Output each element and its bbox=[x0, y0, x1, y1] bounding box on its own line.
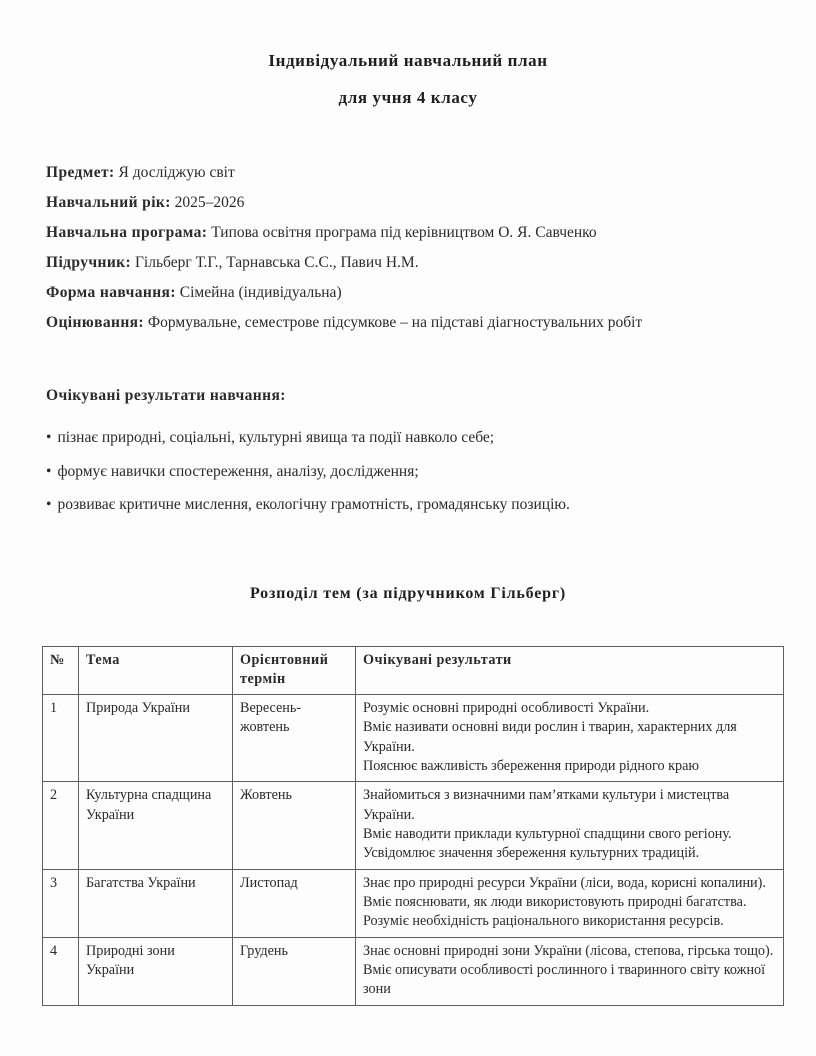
cell-number: 4 bbox=[43, 937, 79, 1005]
cell-topic: Багатства України bbox=[79, 869, 233, 937]
list-item: • пізнає природні, соціальні, культурні явища та події навколо себе; bbox=[46, 430, 816, 446]
column-header-term: Орієнтовний термін bbox=[233, 646, 356, 695]
cell-number: 1 bbox=[43, 695, 79, 782]
table-row bbox=[43, 937, 784, 1005]
metadata-value: Сімейна (індивідуальна) bbox=[179, 284, 342, 301]
metadata-value: Типова освітня програма під керівництвом О. Я. Савченко bbox=[211, 224, 597, 241]
cell-term: Вересень-жовтень bbox=[233, 695, 356, 782]
column-header-results: Очікувані результати bbox=[356, 646, 784, 695]
result-line: Знає про природні ресурси України (ліси, вода, корисні копалини). Вміє пояснювати, як люди використовують природні багатства. Розуміє необхідність раціонального використання ресурсів. bbox=[363, 874, 766, 930]
metadata-row bbox=[46, 165, 816, 181]
outcomes-list bbox=[0, 405, 816, 513]
list-item: • розвиває критичне мислення, екологічну грамотність, громадянську позицію. bbox=[46, 497, 816, 513]
metadata-value: Я досліджую світ bbox=[118, 164, 235, 181]
metadata-row bbox=[46, 195, 816, 211]
cell-topic: Природні зони України bbox=[79, 937, 233, 1005]
metadata-value: Гільберг Т.Г., Тарнавська С.С., Павич Н.М. bbox=[134, 254, 419, 271]
cell-topic: Природа України bbox=[79, 695, 233, 782]
cell-term: Листопад bbox=[233, 869, 356, 937]
cell-term: Грудень bbox=[233, 937, 356, 1005]
result-line: Вміє називати основні види рослин і тварин, характерних для України. bbox=[363, 719, 737, 755]
cell-results bbox=[356, 782, 784, 869]
result-line: Пояснює важливість збереження природи рідного краю bbox=[363, 758, 699, 775]
page-subtitle: для учня 4 класу bbox=[338, 88, 478, 107]
metadata-row bbox=[46, 255, 816, 271]
metadata-label: Навчальна програма: bbox=[46, 224, 208, 241]
metadata-label: Навчальний рік: bbox=[46, 194, 171, 211]
column-header-topic: Тема bbox=[79, 646, 233, 695]
topics-table bbox=[42, 646, 784, 1006]
metadata-label: Форма навчання: bbox=[46, 284, 176, 301]
metadata-block bbox=[0, 108, 816, 331]
metadata-row bbox=[46, 225, 816, 241]
metadata-value: Формувальне, семестрове підсумкове – на підставі діагностувальних робіт bbox=[147, 314, 643, 331]
table-heading: Розподіл тем (за підручником Гільберг) bbox=[249, 584, 567, 602]
metadata-label: Підручник: bbox=[46, 254, 132, 271]
table-row bbox=[43, 695, 784, 782]
metadata-row bbox=[46, 315, 816, 331]
cell-results bbox=[356, 869, 784, 937]
page-title: Індивідуальний навчальний план bbox=[268, 51, 548, 70]
table-row bbox=[43, 782, 784, 869]
cell-results bbox=[356, 937, 784, 1005]
cell-results bbox=[356, 695, 784, 782]
outcomes-heading: Очікувані результати навчання: bbox=[46, 387, 286, 404]
list-item: • формує навички спостереження, аналізу, дослідження; bbox=[46, 464, 816, 480]
metadata-label: Оцінювання: bbox=[46, 314, 144, 331]
result-line: Знає основні природні зони України (лісова, степова, гірська тощо). Вміє описувати особливості рослинного і тваринного світу кожної зони bbox=[363, 942, 774, 998]
metadata-value: 2025–2026 bbox=[174, 194, 245, 211]
metadata-label: Предмет: bbox=[46, 164, 115, 181]
column-header-number: № bbox=[43, 646, 79, 695]
cell-term: Жовтень bbox=[233, 782, 356, 869]
cell-number: 3 bbox=[43, 869, 79, 937]
cell-topic: Культурна спадщина України bbox=[79, 782, 233, 869]
metadata-row bbox=[46, 285, 816, 301]
table-header-row bbox=[43, 646, 784, 695]
table-row bbox=[43, 869, 784, 937]
result-line: Вміє наводити приклади культурної спадщини свого регіону. Усвідомлює значення збереження культурних традицій. bbox=[363, 826, 732, 862]
result-line: Розуміє основні природні особливості України. bbox=[363, 700, 650, 717]
cell-number: 2 bbox=[43, 782, 79, 869]
result-line: Знайомиться з визначними пам’ятками культури і мистецтва України. bbox=[363, 787, 730, 823]
